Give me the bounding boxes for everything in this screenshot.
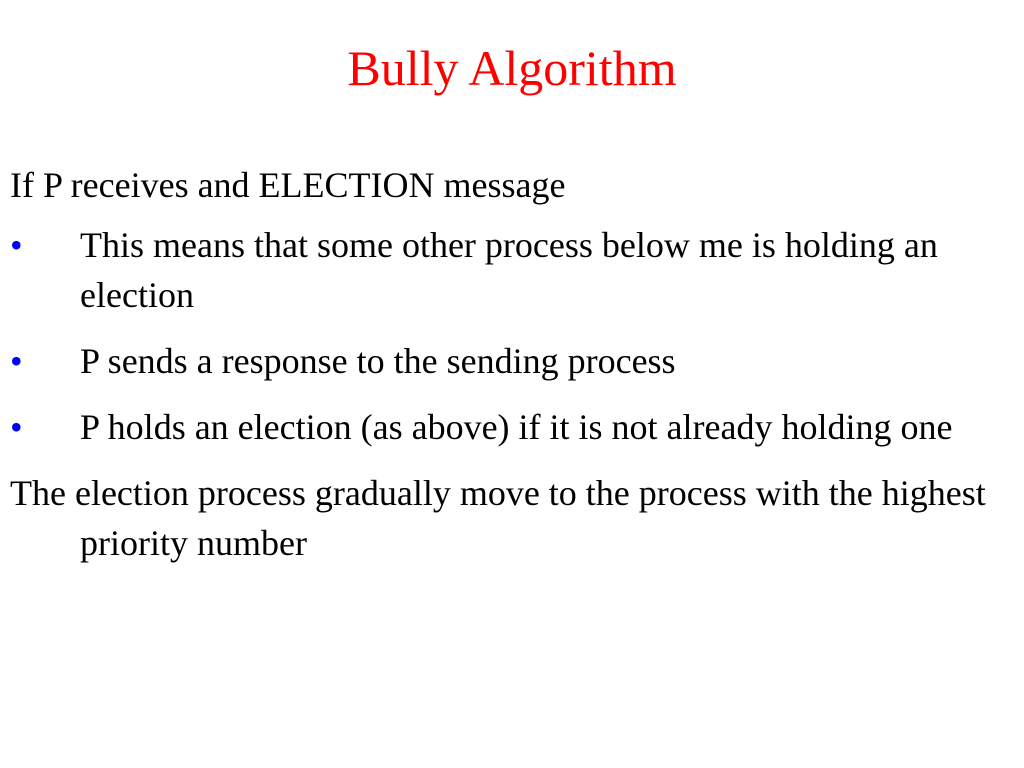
bullet-icon: • xyxy=(10,341,23,381)
bullet-icon: • xyxy=(10,407,23,447)
slide-body xyxy=(10,160,1010,578)
bullet-text: P sends a response to the sending process xyxy=(80,341,676,381)
bullet-text: P holds an election (as above) if it is not already holding one xyxy=(80,407,953,447)
conclusion-paragraph: The election process gradually move to the process with the highest priority number xyxy=(10,473,986,563)
bullet-item xyxy=(10,402,1010,452)
intro-paragraph: If P receives and ELECTION message xyxy=(10,165,566,205)
bullet-item xyxy=(10,336,1010,386)
bullet-text: This means that some other process below me is holding an election xyxy=(80,225,938,315)
bullet-item xyxy=(10,220,1010,320)
bullet-icon: • xyxy=(10,225,23,265)
slide-title: Bully Algorithm xyxy=(347,40,677,96)
